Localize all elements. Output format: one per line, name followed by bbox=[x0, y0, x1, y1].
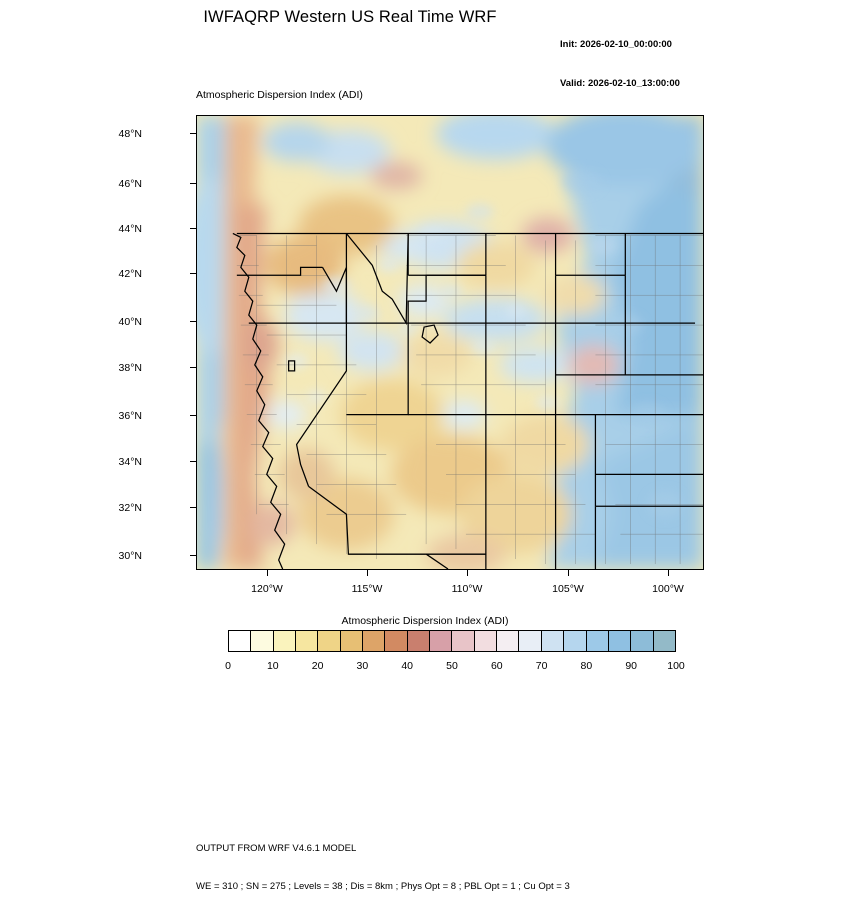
colorbar-swatch bbox=[609, 631, 631, 651]
y-tick-mark bbox=[190, 273, 196, 274]
colorbar-swatch bbox=[475, 631, 497, 651]
y-tick-mark bbox=[190, 183, 196, 184]
colorbar-tick-label: 0 bbox=[225, 660, 231, 672]
y-tick-label: 40°N bbox=[118, 316, 142, 328]
page-title: IWFAQRP Western US Real Time WRF bbox=[203, 8, 497, 26]
colorbar-tick-label: 60 bbox=[490, 660, 503, 672]
y-tick-label: 32°N bbox=[118, 502, 142, 514]
footer-line-2: WE = 310 ; SN = 275 ; Levels = 38 ; Dis = 8km ; Phys Opt = 8 ; PBL Opt = 1 ; Cu Opt = 3 bbox=[196, 880, 570, 892]
x-tick-label: 100°W bbox=[652, 583, 684, 595]
x-tick-mark bbox=[267, 570, 268, 576]
colorbar-swatch bbox=[519, 631, 541, 651]
colorbar-swatch bbox=[251, 631, 273, 651]
y-tick-label: 34°N bbox=[118, 456, 142, 468]
y-tick-mark bbox=[190, 133, 196, 134]
colorbar-swatch bbox=[564, 631, 586, 651]
y-tick-mark bbox=[190, 228, 196, 229]
y-tick-mark bbox=[190, 321, 196, 322]
y-tick-mark bbox=[190, 415, 196, 416]
x-tick-mark bbox=[668, 570, 669, 576]
footer-line-1: OUTPUT FROM WRF V4.6.1 MODEL bbox=[196, 843, 357, 854]
colorbar-swatch bbox=[341, 631, 363, 651]
init-time-label: Init: 2026-02-10_00:00:00 bbox=[560, 39, 672, 50]
colorbar-tick-labels bbox=[225, 660, 685, 676]
x-tick-mark bbox=[467, 570, 468, 576]
colorbar-tick-label: 30 bbox=[356, 660, 369, 672]
run-info bbox=[560, 12, 680, 116]
colorbar-swatch bbox=[430, 631, 452, 651]
colorbar-tick-label: 70 bbox=[535, 660, 548, 672]
y-tick-label: 42°N bbox=[118, 268, 142, 280]
y-tick-mark bbox=[190, 367, 196, 368]
y-tick-label: 38°N bbox=[118, 362, 142, 374]
colorbar-swatch bbox=[363, 631, 385, 651]
colorbar-tick-label: 20 bbox=[311, 660, 324, 672]
colorbar-swatch bbox=[631, 631, 653, 651]
colorbar bbox=[228, 630, 676, 652]
y-tick-label: 44°N bbox=[118, 223, 142, 235]
x-tick-label: 120°W bbox=[251, 583, 283, 595]
colorbar-title: Atmospheric Dispersion Index (ADI) bbox=[341, 615, 509, 627]
adi-heatmap bbox=[197, 116, 703, 569]
colorbar-swatch bbox=[452, 631, 474, 651]
colorbar-swatch bbox=[408, 631, 430, 651]
x-tick-mark bbox=[367, 570, 368, 576]
colorbar-swatch bbox=[542, 631, 564, 651]
y-tick-label: 46°N bbox=[118, 178, 142, 190]
colorbar-swatch bbox=[654, 631, 675, 651]
y-tick-label: 48°N bbox=[118, 128, 142, 140]
colorbar-swatch bbox=[587, 631, 609, 651]
model-output-footer bbox=[196, 818, 570, 918]
panel-title: Atmospheric Dispersion Index (ADI) bbox=[196, 89, 363, 101]
x-tick-mark bbox=[568, 570, 569, 576]
colorbar-tick-label: 80 bbox=[580, 660, 593, 672]
colorbar-swatch bbox=[229, 631, 251, 651]
map-panel[interactable] bbox=[196, 115, 704, 570]
y-tick-label: 30°N bbox=[118, 550, 142, 562]
colorbar-tick-label: 90 bbox=[625, 660, 638, 672]
y-tick-mark bbox=[190, 461, 196, 462]
colorbar-tick-label: 50 bbox=[446, 660, 458, 672]
valid-time-label: Valid: 2026-02-10_13:00:00 bbox=[560, 78, 680, 89]
colorbar-swatch bbox=[385, 631, 407, 651]
colorbar-tick-label: 40 bbox=[401, 660, 414, 672]
colorbar-tick-label: 100 bbox=[667, 660, 685, 672]
x-tick-label: 105°W bbox=[552, 583, 584, 595]
colorbar-swatch bbox=[497, 631, 519, 651]
colorbar-swatch bbox=[274, 631, 296, 651]
colorbar-swatch bbox=[318, 631, 340, 651]
y-tick-mark bbox=[190, 555, 196, 556]
y-tick-label: 36°N bbox=[118, 410, 142, 422]
colorbar-tick-label: 10 bbox=[266, 660, 279, 672]
colorbar-swatch bbox=[296, 631, 318, 651]
x-tick-label: 110°W bbox=[451, 583, 483, 595]
y-tick-mark bbox=[190, 507, 196, 508]
x-tick-label: 115°W bbox=[351, 583, 383, 595]
